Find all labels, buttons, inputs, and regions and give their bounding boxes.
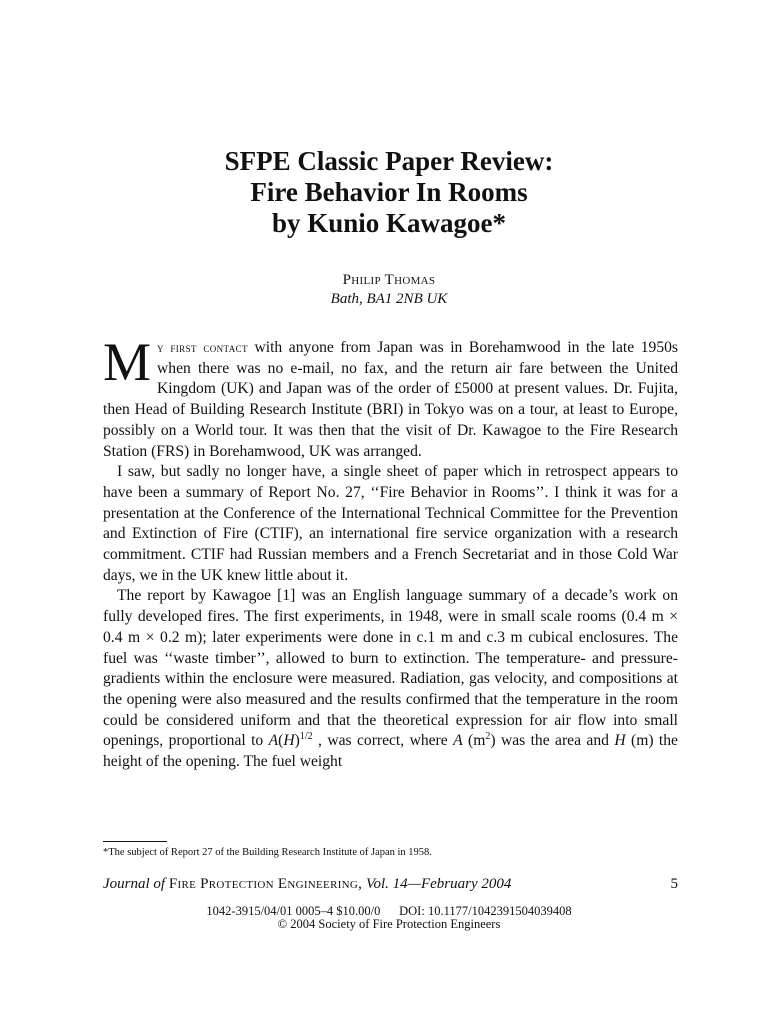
journal-line [103,876,603,893]
title-line-3: by Kunio Kawagoe* [271,208,507,238]
formula-exponent: 1/2 [299,731,313,743]
formula-var-h: H [283,732,295,750]
drop-cap: M [103,332,152,392]
paragraph-3-text-a: The report by Kawagoe [1] was an English language summary of a decade’s work on fully developed fires. The first experiments, in 1948, were in small scale rooms (0.4 m × 0.4 m × 0.2 m); later experiments were done in c.1 m and c.3 m cubical enclosures. The fuel was ‘‘waste timber’’, allowed to burn to extinction. The temperature- and pressure-gradients within the enclosure were measured. Radiation, gas velocity, and compositions at the opening were also measured and the results confirmed that the temperature in the room could be considered uniform and that the theoretical expression for air flow into small openings, proportional to [103,587,678,750]
paragraph-1 [103,332,678,462]
publication-identifiers [100,905,678,931]
paragraph-1-lead: y first contact [157,340,248,355]
paragraph-2: I saw, but sadly no longer have, a single sheet of paper which in retrospect appears to have been a summary of Report No. 27, ‘‘Fire Behavior in Rooms’’. I think it was for a presentation at the Conference of the International Technical Committee for the Prevention and Extinction of Fire (CTIF), an international fire service organization with a research commitment. CTIF had Russian members and a French Secretariat and in those Cold War days, we in the UK knew little about it. [103,463,678,584]
formula-var-a: A [268,732,279,750]
body-text [103,332,678,773]
formula-close-paren: ) [294,732,300,750]
footnote: *The subject of Report 27 of the Building Research Institute of Japan in 1958. [103,847,432,858]
paragraph-3-text-c: ) was the area and [490,732,615,750]
paragraph-3 [103,586,678,772]
title-line-1: SFPE Classic Paper Review: [224,146,554,176]
title-line-2: Fire Behavior In Rooms [250,177,528,207]
paragraph-1-text: with anyone from Japan was in Borehamwood in the late 1950s when there was no e-mail, no fax, and the return air fare between the United Kingdom (UK) and Japan was of the order of £5000 at present values. Dr. Fujita, then Head of Building Research Institute (BRI) in Tokyo was on a tour, at least to Europe, possibly on a World tour. It was then that the visit of Dr. Kawagoe to the Fire Research Station (FRS) in Borehamwood, UK was arranged. [103,339,678,460]
unit-m: (m [462,732,486,750]
formula-open-paren: ( [278,732,284,750]
journal-of: Journal of [103,876,169,892]
paragraph-3-text-d: (m) the height of the opening. The fuel weight [103,732,678,771]
paragraph-3-text-b: , was correct, where [312,732,454,750]
copyright-line: © 2004 Society of Fire Protection Engineers [277,917,501,931]
issn-doi-line: 1042-3915/04/01 0005–4 $10.00/0 DOI: 10.1177/1042391504039408 [206,904,572,918]
journal-name: Fire Protection Engineering, [168,876,363,892]
paper-title [100,146,678,239]
footnote-rule [103,841,167,842]
variable-a: A [453,732,463,750]
journal-volume: Vol. 14—February 2004 [362,876,512,892]
author-name: Philip Thomas [342,272,436,288]
unit-exponent: 2 [485,731,491,743]
page-number: 5 [670,876,678,892]
author-affiliation: Bath, BA1 2NB UK [330,291,448,307]
variable-h: H [614,732,626,750]
